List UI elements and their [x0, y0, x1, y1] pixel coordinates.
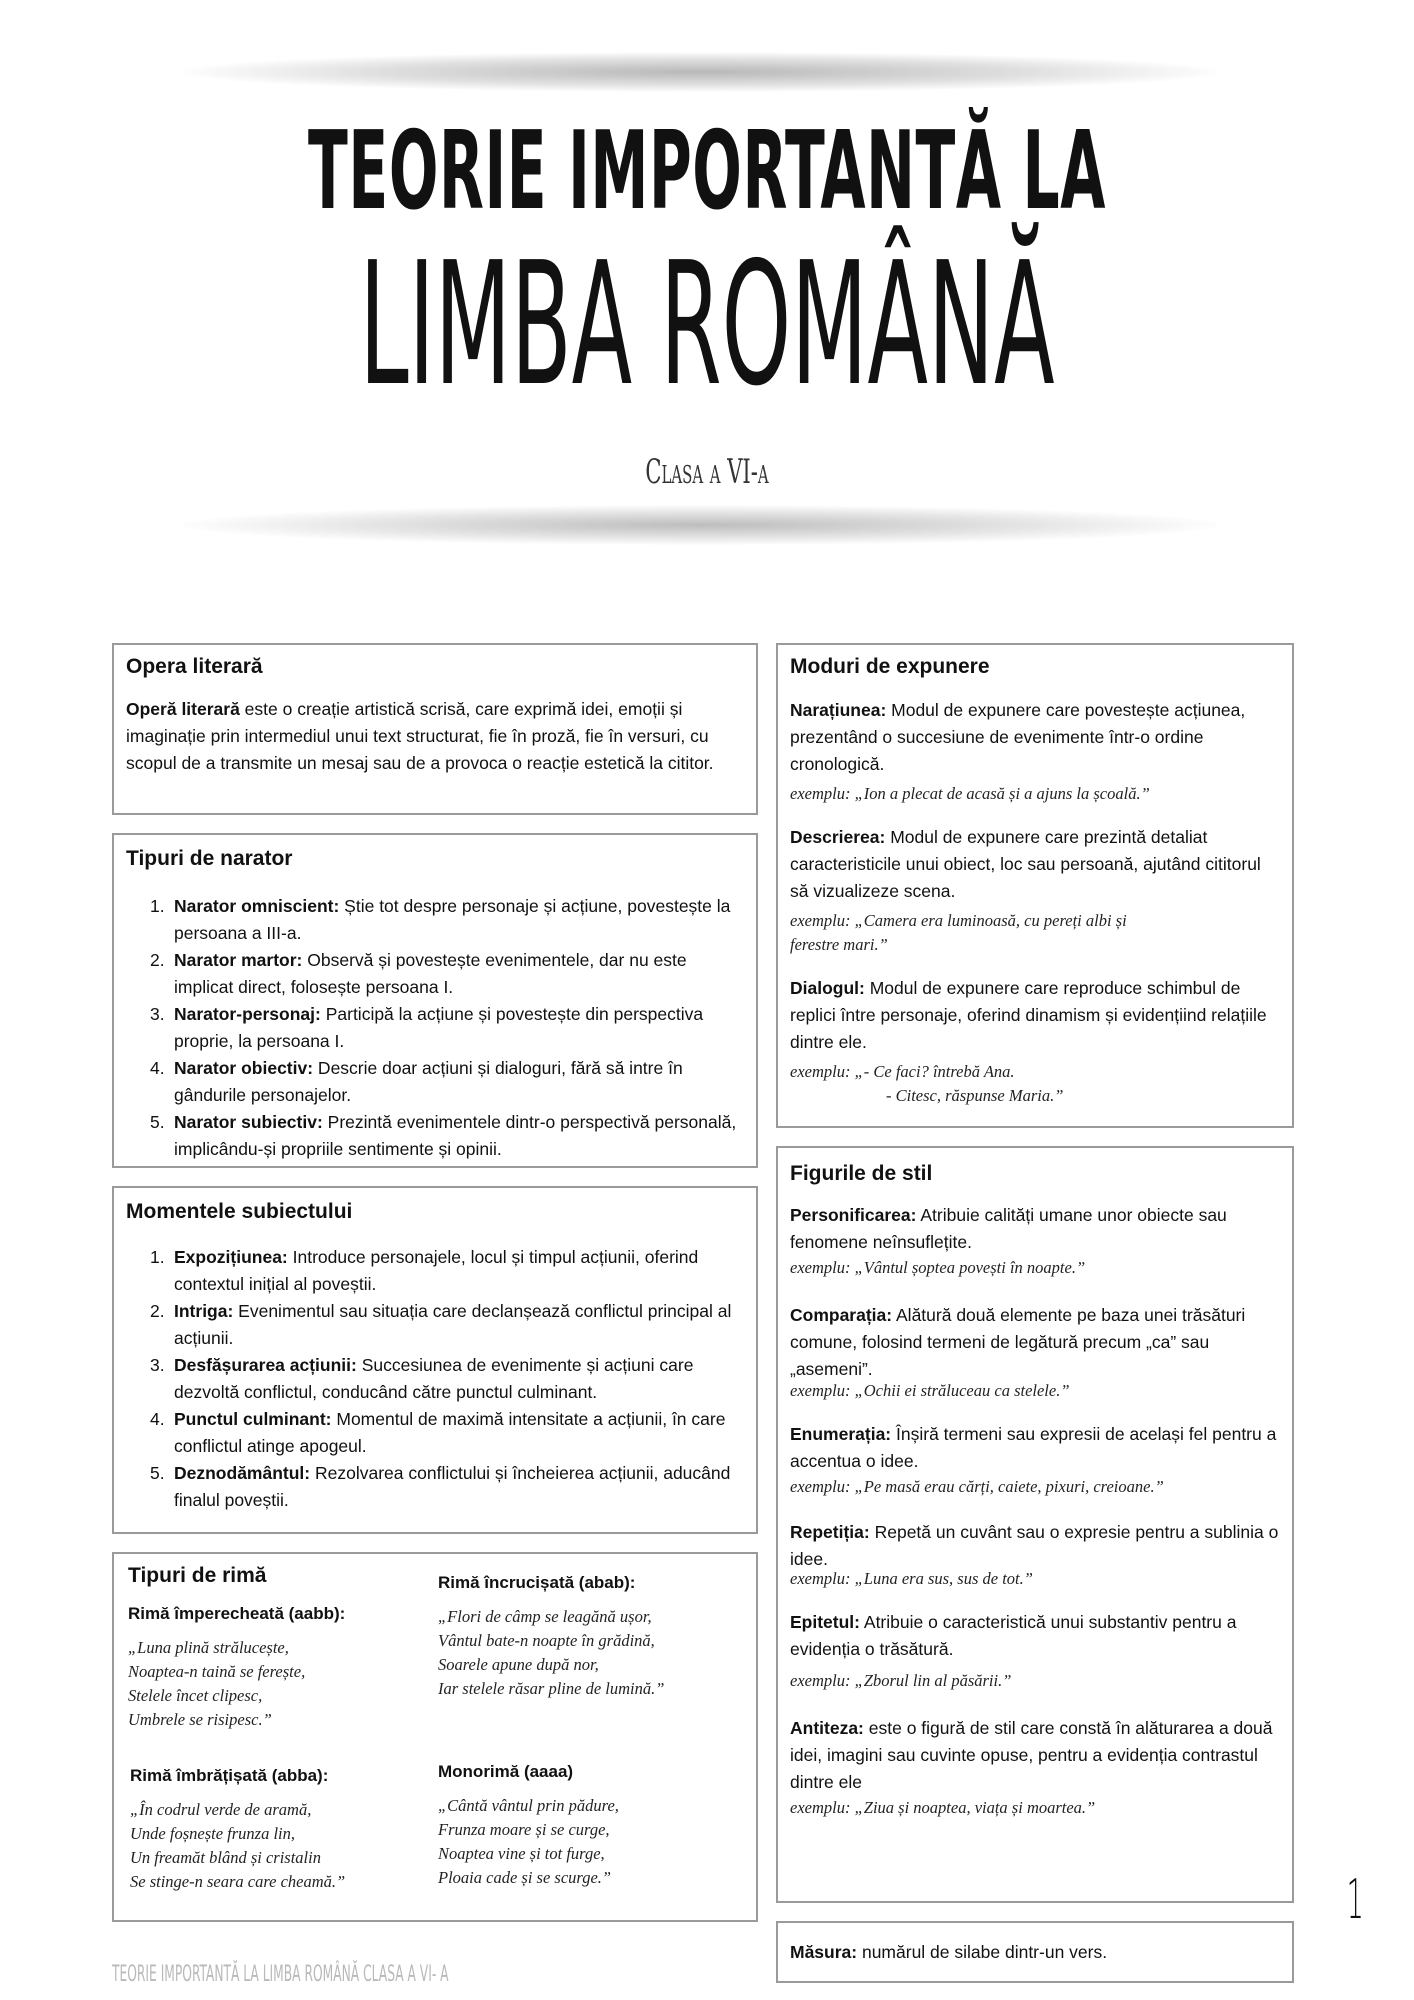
tipuri-rima-box [112, 1552, 758, 1922]
section-heading: Opera literară [126, 655, 263, 678]
figura-item: Repetiția: Repetă un cuvânt sau o expresie pentru a sublinia o idee. exemplu: „Luna era sus, sus de tot.” [790, 1522, 1279, 1588]
momentele-subiectului-box [112, 1186, 758, 1534]
list-item: 4. Punctul culminant: Momentul de maximă intensitate a acțiunii, în care conflictul atinge apogeul. [150, 1409, 726, 1456]
example: exemplu: „Ion a plecat de acasă și a ajuns la școală.” [790, 784, 1150, 803]
figura-item: Antiteza: este o figură de stil care constă în alăturarea a două idei, imagini sau cuvinte opuse, pentru a evidenția contrastul dintre ele exemplu: „Ziua și noaptea, viața și moartea.” [790, 1718, 1273, 1817]
page-number: 1 [1346, 1868, 1364, 1931]
rima-imbratisata: Rimă îmbrățișată (abba): „În codrul verde de aramă, Unde foșnește frunza lin, Un freamăt blând și cristalin Se stinge-n seara care cheamă.” [130, 1766, 430, 1894]
dialogul: Dialogul: Modul de expunere care reproduce schimbul de replici între personaje, oferind dinamism și evidențiind relațiile dintre ele. [790, 978, 1267, 1052]
header-shadow-bottom [180, 505, 1220, 545]
example: exemplu: „Camera era luminoasă, cu pereți albi și ferestre mari.” [790, 911, 1127, 954]
moduri-expunere-box [776, 643, 1294, 1128]
rima-title: Rimă împerecheată (aabb): [128, 1604, 346, 1623]
section-heading: Tipuri de narator [126, 847, 293, 870]
page-subtitle: Clasa a VI-a [645, 452, 769, 492]
figura-item: Personificarea: Atribuie calități umane unor obiecte sau fenomene neînsuflețite. exemplu: „Vântul șoptea povești în noapte.” [790, 1205, 1227, 1277]
list-item: 5. Deznodământul: Rezolvarea conflictului și încheierea acțiunii, aducând finalul poveștii. [150, 1463, 731, 1510]
descrierea: Descrierea: Modul de expunere care prezintă detaliat caracteristicile unui obiect, loc sau persoană, ajutând cititorul să vizualizeze scena. [790, 827, 1261, 901]
tipuri-narator-box [112, 833, 758, 1168]
narator-list [126, 893, 742, 1163]
rima-title: Rimă încrucișată (abab): [438, 1573, 636, 1592]
opera-definition [126, 696, 742, 777]
rima-incrucisata: Rimă încrucișată (abab): „Flori de câmp se leagănă ușor, Vântul bate-n noapte în grădină, Soarele apune după nor, Iar stelele răsar pline de lumină.” [438, 1573, 748, 1701]
section-heading: Moduri de expunere [790, 655, 990, 678]
term: Operă literară [126, 699, 240, 719]
figurile-stil-box [776, 1146, 1294, 1903]
page-title-subject: LIMBA ROMÂNĂ [359, 226, 1055, 424]
figura-item: Enumerația: Înșiră termeni sau expresii de același fel pentru a accentua o idee. exemplu: „Pe masă erau cărți, caiete, pixuri, creioane.” [790, 1424, 1277, 1496]
list-item: 3. Narator-personaj: Participă la acțiune și povestește din perspectiva proprie, la persoana I. [150, 1004, 704, 1051]
example: exemplu: „- Ce faci? întrebă Ana. - Citesc, răspunse Maria.” [790, 1062, 1064, 1105]
naratiunea: Narațiunea: Modul de expunere care povestește acțiunea, prezentând o succesiune de evenimente într-o ordine cronologică. [790, 700, 1246, 774]
list-item: 2. Narator martor: Observă și povestește evenimentele, dar nu este implicat direct, folosește persoana I. [150, 950, 687, 997]
masura-box: Măsura: numărul de silabe dintr-un vers. [776, 1921, 1294, 1983]
list-item: 1. Expozițiunea: Introduce personajele, locul și timpul acțiunii, oferind contextul inițial al poveștii. [150, 1247, 699, 1294]
definition-text: este o creație artistică scrisă, care exprimă idei, emoții și imaginație prin intermediul unui text structurat, fie în proză, fie în versuri, cu scopul de a transmite un mesaj sau de a provoca o reacție estetică la cititor. [126, 699, 714, 773]
header-shadow-top [180, 52, 1220, 92]
rima-title: Rimă îmbrățișată (abba): [130, 1766, 329, 1785]
list-item: 2. Intriga: Evenimentul sau situația care declanșează conflictul principal al acțiunii. [150, 1301, 732, 1348]
momente-list [126, 1244, 742, 1514]
figura-item: Comparația: Alătură două elemente pe baza unei trăsături comune, folosind termeni de legătură precum „ca” sau „asemeni”. exemplu: „Ochii ei străluceau ca stelele.” [790, 1305, 1246, 1400]
list-item: 4. Narator obiectiv: Descrie doar acțiuni și dialoguri, fără să intre în gândurile personajelor. [150, 1058, 683, 1105]
figura-item: Epitetul: Atribuie o caracteristică unui substantiv pentru a evidenția o trăsătură. exemplu: „Zborul lin al păsării.” [790, 1612, 1237, 1690]
list-item: 5. Narator subiectiv: Prezintă evenimentele dintr-o perspectivă personală, implicându-și propriile sentimente și opinii. [150, 1112, 737, 1159]
page-footer: TEORIE IMPORTANTĂ LA LIMBA ROMÂNĂ CLASA A VI- A [112, 1962, 449, 1987]
rima-title: Monorimă (aaaa) [438, 1762, 574, 1781]
rima-monorima: Monorimă (aaaa) „Cântă vântul prin pădure, Frunza moare și se curge, Noaptea vine și tot furge, Ploaia cade și se scurge.” [438, 1762, 748, 1890]
section-heading: Tipuri de rimă [128, 1564, 267, 1587]
list-item: 3. Desfășurarea acțiunii: Succesiunea de evenimente și acțiuni care dezvoltă conflictul, conducând către punctul culminant. [150, 1355, 694, 1402]
opera-literara-box [112, 643, 758, 815]
section-heading: Figurile de stil [790, 1162, 933, 1185]
list-item: 1. Narator omniscient: Știe tot despre personaje și acțiune, povestește la persoana a III-a. [150, 896, 731, 943]
rima-imperecheata: Rimă împerecheată (aabb): „Luna plină strălucește, Noaptea-n taină se ferește, Stelele încet clipesc, Umbrele se risipesc.” [128, 1604, 428, 1732]
page-title: TEORIE IMPORTANTĂ LA [308, 109, 1106, 234]
section-heading: Momentele subiectului [126, 1200, 353, 1223]
